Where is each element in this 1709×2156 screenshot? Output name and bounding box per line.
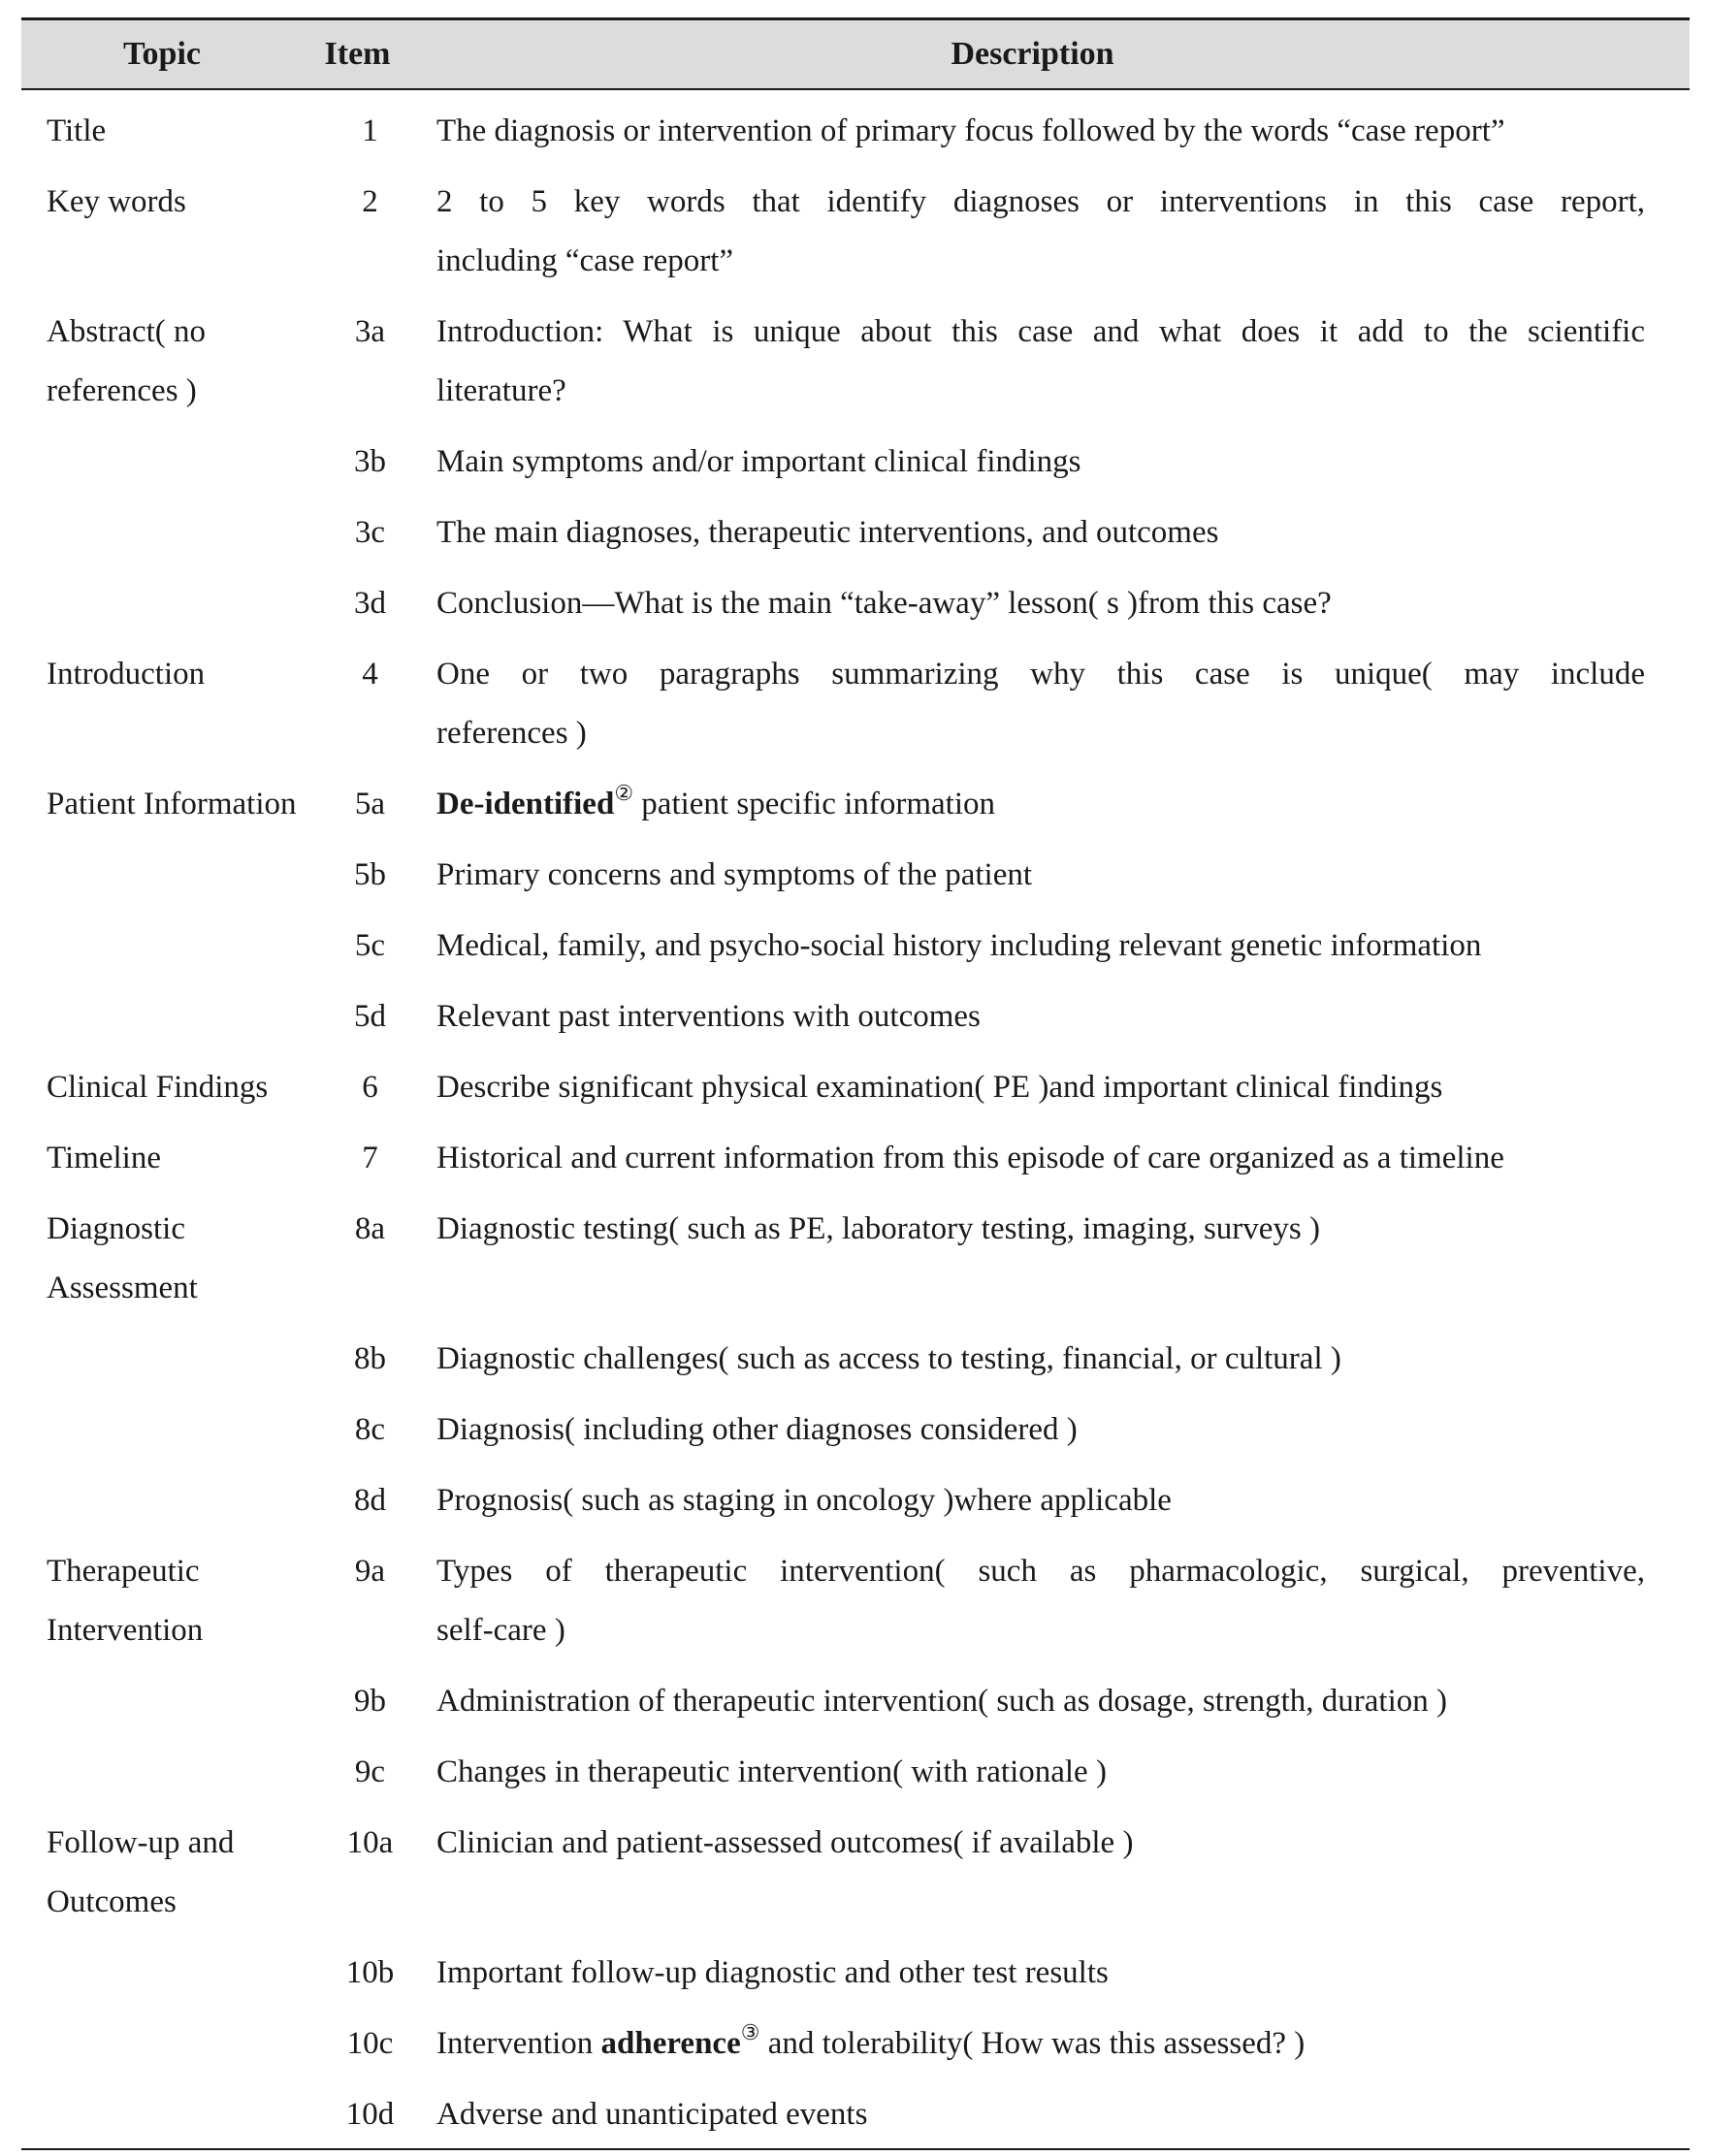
row-item-number: 6 xyxy=(362,1070,378,1105)
table-row xyxy=(21,1400,1690,1460)
table-row xyxy=(21,645,1690,763)
description-line xyxy=(436,775,1645,834)
row-topic: Introduction xyxy=(47,657,206,692)
description-line: Historical and current information from this episode of care organized as a timeline xyxy=(436,1141,1504,1175)
footnote-marker: ③ xyxy=(740,2020,760,2044)
description-line: Primary concerns and symptoms of the patient xyxy=(436,857,1033,892)
description-line: Diagnostic challenges( such as access to testing, financial, or cultural ) xyxy=(436,1341,1341,1376)
table-bottom-rule xyxy=(21,2148,1690,2150)
row-item-number: 3b xyxy=(354,444,386,479)
table-row xyxy=(21,1944,1690,2003)
description-line: including “case report” xyxy=(436,243,734,278)
row-description xyxy=(412,102,1653,161)
row-item-number: 4 xyxy=(362,657,378,692)
description-text: and tolerability( How was this assessed? ) xyxy=(759,2026,1306,2061)
table-row xyxy=(21,1129,1690,1188)
table-row xyxy=(21,102,1690,161)
row-description xyxy=(412,987,1653,1046)
description-line: Introduction: What is unique about this case and what does it add to the scientific xyxy=(436,314,1645,349)
description-line: Medical, family, and psycho-social history including relevant genetic information xyxy=(436,928,1482,963)
row-topic: Therapeutic Intervention xyxy=(47,1554,204,1648)
row-topic: Follow-up and Outcomes xyxy=(47,1825,235,1919)
row-item-number: 1 xyxy=(362,113,378,148)
row-topic: Clinical Findings xyxy=(47,1070,269,1105)
row-item-number: 9a xyxy=(354,1554,386,1589)
description-line: literature? xyxy=(436,373,566,408)
row-description xyxy=(412,1330,1653,1389)
row-topic: Patient Information xyxy=(47,787,297,821)
row-item-number: 3d xyxy=(354,586,386,621)
row-description xyxy=(412,1129,1653,1188)
row-item-number: 5c xyxy=(354,928,386,963)
header-topic: Topic xyxy=(122,36,201,72)
description-text: patient specific information xyxy=(633,787,996,821)
row-item-number: 5d xyxy=(354,999,386,1034)
row-item-number: 10b xyxy=(345,1955,395,1990)
description-line: Diagnosis( including other diagnoses considered ) xyxy=(436,1412,1078,1447)
row-item-number: 5b xyxy=(354,857,386,892)
row-description xyxy=(412,503,1653,563)
row-item-number: 2 xyxy=(362,184,378,219)
row-description xyxy=(412,1542,1653,1660)
description-line: 2 to 5 key words that identify diagnoses or interventions in this case report, xyxy=(436,184,1645,219)
description-line: Changes in therapeutic intervention( with rationale ) xyxy=(436,1754,1107,1789)
row-topic: Timeline xyxy=(47,1141,161,1175)
row-topic: Diagnostic Assessment xyxy=(47,1211,198,1305)
row-description xyxy=(412,645,1653,763)
row-description xyxy=(412,1672,1653,1731)
table-row xyxy=(21,303,1690,421)
description-line: The diagnosis or intervention of primary focus followed by the words “case report” xyxy=(436,113,1505,148)
row-description xyxy=(412,1743,1653,1802)
table-row xyxy=(21,173,1690,291)
table-row xyxy=(21,1814,1690,1932)
row-description xyxy=(412,173,1653,291)
table-row xyxy=(21,775,1690,834)
table-row xyxy=(21,1672,1690,1731)
description-line: Main symptoms and/or important clinical findings xyxy=(436,444,1081,479)
row-item-number: 3c xyxy=(354,515,386,550)
row-description xyxy=(412,917,1653,976)
row-item-number: 9c xyxy=(354,1754,386,1789)
description-line: Administration of therapeutic intervention( such as dosage, strength, duration ) xyxy=(436,1684,1447,1719)
row-description xyxy=(412,1058,1653,1117)
table-row xyxy=(21,1743,1690,1802)
description-line: The main diagnoses, therapeutic interventions, and outcomes xyxy=(436,515,1219,550)
row-description xyxy=(412,1944,1653,2003)
description-text: Intervention xyxy=(436,2026,601,2061)
row-topic: Key words xyxy=(47,184,186,219)
row-item-number: 10a xyxy=(346,1825,394,1860)
row-item-number: 3a xyxy=(354,314,386,349)
row-item-number: 8b xyxy=(354,1341,386,1376)
description-line: Adverse and unanticipated events xyxy=(436,2097,868,2132)
table-row xyxy=(21,917,1690,976)
row-item-number: 8c xyxy=(354,1412,386,1447)
table-row xyxy=(21,846,1690,905)
row-topic: Title xyxy=(47,113,107,148)
header-description: Description xyxy=(951,36,1114,72)
row-description xyxy=(412,1814,1653,1873)
description-line: Relevant past interventions with outcomes xyxy=(436,999,981,1034)
description-bold-term: De-identified xyxy=(436,787,615,821)
table-row xyxy=(21,2085,1690,2144)
table-body xyxy=(21,90,1690,2144)
description-line: Types of therapeutic intervention( such as pharmacologic, surgical, preventive, xyxy=(436,1554,1645,1589)
header-item: Item xyxy=(324,36,391,72)
row-item-number: 7 xyxy=(362,1141,378,1175)
row-description xyxy=(412,574,1653,633)
table-row xyxy=(21,1200,1690,1318)
description-line: One or two paragraphs summarizing why this case is unique( may include xyxy=(436,657,1645,692)
row-item-number: 8a xyxy=(354,1211,386,1246)
table-header xyxy=(21,20,1690,88)
row-description xyxy=(412,846,1653,905)
row-item-number: 5a xyxy=(354,787,386,821)
table-row xyxy=(21,1058,1690,1117)
description-bold-term: adherence xyxy=(600,2026,741,2061)
description-line: Important follow-up diagnostic and other test results xyxy=(436,1955,1109,1990)
description-line: Diagnostic testing( such as PE, laboratory testing, imaging, surveys ) xyxy=(436,1211,1321,1246)
footnote-marker: ② xyxy=(614,781,634,805)
row-description xyxy=(412,433,1653,492)
table-row xyxy=(21,1471,1690,1530)
row-description xyxy=(412,2014,1653,2074)
row-topic: Abstract( no references ) xyxy=(47,314,207,408)
row-description xyxy=(412,2085,1653,2144)
table-row xyxy=(21,2014,1690,2074)
row-item-number: 9b xyxy=(354,1684,386,1719)
description-line: Conclusion—What is the main “take-away” lesson( s )from this case? xyxy=(436,586,1332,621)
description-line: Describe significant physical examination( PE )and important clinical findings xyxy=(436,1070,1443,1105)
description-line xyxy=(436,2014,1645,2074)
row-description xyxy=(412,1471,1653,1530)
row-item-number: 10d xyxy=(345,2097,395,2132)
description-line: Prognosis( such as staging in oncology )where applicable xyxy=(436,1483,1172,1518)
table-row xyxy=(21,503,1690,563)
row-description xyxy=(412,775,1653,834)
table-row xyxy=(21,1542,1690,1660)
row-description xyxy=(412,1200,1653,1259)
row-item-number: 10c xyxy=(346,2026,394,2061)
row-description xyxy=(412,303,1653,421)
table-row xyxy=(21,574,1690,633)
table-row xyxy=(21,987,1690,1046)
description-line: references ) xyxy=(436,716,587,751)
table-row xyxy=(21,433,1690,492)
row-description xyxy=(412,1400,1653,1460)
table-row xyxy=(21,1330,1690,1389)
description-line: Clinician and patient-assessed outcomes( if available ) xyxy=(436,1825,1134,1860)
description-line: self-care ) xyxy=(436,1613,565,1648)
row-item-number: 8d xyxy=(354,1483,386,1518)
checklist-table xyxy=(21,17,1690,2156)
